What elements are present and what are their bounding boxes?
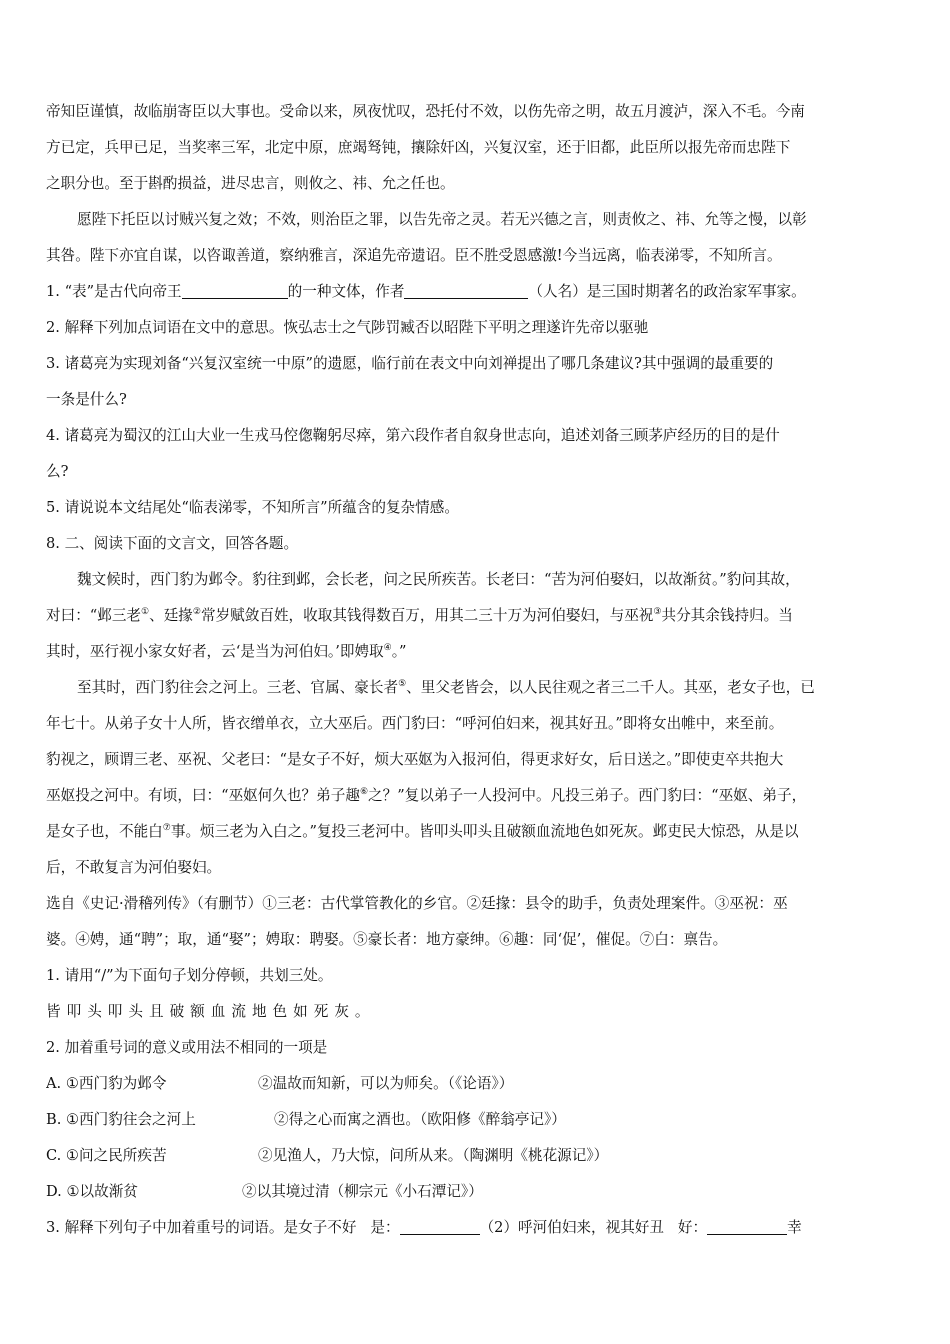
note-marker-6: ⑥: [359, 787, 369, 798]
question-2: 2. 解释下列加点词语在文中的意思。恢弘志士之气陟罚臧否以昭陛下平明之理遂许先帝以驱驰: [46, 319, 649, 336]
note-marker-7: ⑦: [162, 823, 171, 834]
passage2-p2-line-6: 后，不敢复言为河伯娶妇。: [46, 859, 222, 876]
option-a: A. ①西门豹为邺令 ②温故而知新，可以为师矣。（《论语》）: [46, 1075, 514, 1092]
passage2-p2-line-1: 至其时，西门豹往会之河上。三老、官属、豪长者⑤、里父老皆会，以人民往观之者三二千人。其巫，老女子也，已: [77, 679, 815, 696]
passage2-p1-line-3: 其时，巫行视小家女好者，云‘是当为河伯妇。’即娉取④。”: [46, 643, 407, 660]
note-marker-3: ③: [653, 607, 662, 618]
passage1-line-1: 帝知臣谨慎，故临崩寄臣以大事也。受命以来，夙夜忧叹，恐托付不效，以伤先帝之明，故五月渡泸，深入不毛。今南: [46, 103, 805, 120]
passage1-line-4: 愿陛下托臣以讨贼兴复之效；不效，则治臣之罪，以告先帝之灵。若无兴德之言，则责攸之、祎、允等之慢，以彰: [77, 211, 807, 228]
passage2-p2-line-5: 是女子也，不能白⑦事。烦三老为入白之。”复投三老河中。皆叩头叩头且破额血流地色如死灰。邺吏民大惊恐，从是以: [46, 823, 799, 840]
document-page: [46, 94, 908, 1246]
passage2-p2-line-2: 年七十。从弟子女十人所，皆衣缯单衣，立大巫后。西门豹曰：“呼河伯妇来，视其好丑。”即将女出帷中，来至前。: [46, 715, 784, 732]
passage2-p1-line-2: 对曰：“邺三老①、廷掾②常岁赋敛百姓，收取其钱得数百万，用其二三十万为河伯娶妇，与巫祝③共分其余钱持归。当: [46, 607, 793, 624]
s8-question-2: 2. 加着重号词的意义或用法不相同的一项是: [46, 1039, 328, 1056]
note-marker-5: ⑤: [398, 679, 407, 690]
annotation-line-2: 婆。④娉，通“聘”；取，通“娶”；娉取：聘娶。⑤豪长者：地方豪绅。⑥趣：同‘促’，催促。⑦白：禀告。: [46, 931, 728, 948]
question-3-line-2: 一条是什么?: [46, 391, 127, 408]
answer-blank-genre[interactable]: [182, 282, 288, 299]
note-marker-2: ②: [192, 607, 201, 618]
passage1-line-3: 之职分也。至于斟酌损益，进尽忠言，则攸之、祎、允之任也。: [46, 175, 455, 192]
s8-question-3: 3. 解释下列句子中加着重号的词语。是女子不好 是： （2）呼河伯妇来，视其好丑 好： 幸: [46, 1219, 802, 1236]
passage2-p2-line-3: 豹视之，顾谓三老、巫祝、父老曰：“是女子不好，烦大巫妪为入报河伯，得更求好女，后日送之。”即使吏卒共抱大: [46, 751, 784, 768]
option-b: B. ①西门豹往会之河上 ②得之心而寓之酒也。（欧阳修《醉翁亭记》）: [46, 1111, 566, 1128]
note-marker-4: ④: [383, 643, 392, 654]
passage1-line-5: 其咎。陛下亦宜自谋，以咨诹善道，察纳雅言，深追先帝遗诏。臣不胜受恩感激!今当远离，临表涕零，不知所言。: [46, 247, 782, 264]
s8-question-1-sentence: 皆叩头叩头且破额血流地色如死灰。: [46, 1003, 376, 1020]
passage2-p1-line-1: 魏文候时，西门豹为邺令。豹往到邺，会长老，问之民所疾苦。长老曰：“苦为河伯娶妇，以故渐贫。”豹问其故，: [77, 571, 800, 588]
question-4-line-2: 么?: [46, 463, 69, 480]
passage2-p2-line-4: 巫妪投之河中。有顷，曰：“巫妪何久也？弟子趣⑥之？”复以弟子一人投河中。凡投三弟子。西门豹曰：“巫妪、弟子，: [46, 787, 807, 804]
answer-blank-hao[interactable]: [707, 1218, 787, 1235]
question-4-line-1: 4. 诸葛亮为蜀汉的江山大业一生戎马倥偬鞠躬尽瘁，第六段作者自叙身世志向，追述刘备三顾茅庐经历的目的是什: [46, 427, 780, 444]
passage1-line-2: 方已定，兵甲已足，当奖率三军，北定中原，庶竭驽钝，攘除奸凶，兴复汉室，还于旧都，此臣所以报先帝而忠陛下: [46, 139, 791, 156]
option-d: D. ①以故渐贫 ②以其境过清（柳宗元《小石潭记》）: [46, 1183, 483, 1200]
answer-blank-author[interactable]: [404, 282, 528, 299]
section-8-heading: 8. 二、阅读下面的文言文，回答各题。: [46, 535, 299, 552]
question-5: 5. 请说说本文结尾处“临表涕零，不知所言”所蕴含的复杂情感。: [46, 499, 459, 516]
annotation-line-1: 选自《史记·滑稽列传》（有删节）①三老：古代掌管教化的乡官。②廷掾：县令的助手，负责处理案件。③巫祝：巫: [46, 895, 788, 912]
note-marker-1: ①: [141, 607, 150, 618]
question-3-line-1: 3. 诸葛亮为实现刘备“兴复汉室统一中原”的遗愿，临行前在表文中向刘禅提出了哪几条建议?其中强调的最重要的: [46, 355, 774, 372]
answer-blank-shi[interactable]: [400, 1218, 480, 1235]
question-1: 1. “表”是古代向帝王 的一种文体，作者 （人名）是三国时期著名的政治家军事家。: [46, 283, 806, 300]
s8-question-1: 1. 请用“/”为下面句子划分停顿，共划三处。: [46, 967, 333, 984]
option-c: C. ①问之民所疾苦 ②见渔人，乃大惊，问所从来。（陶渊明《桃花源记》）: [46, 1147, 609, 1164]
